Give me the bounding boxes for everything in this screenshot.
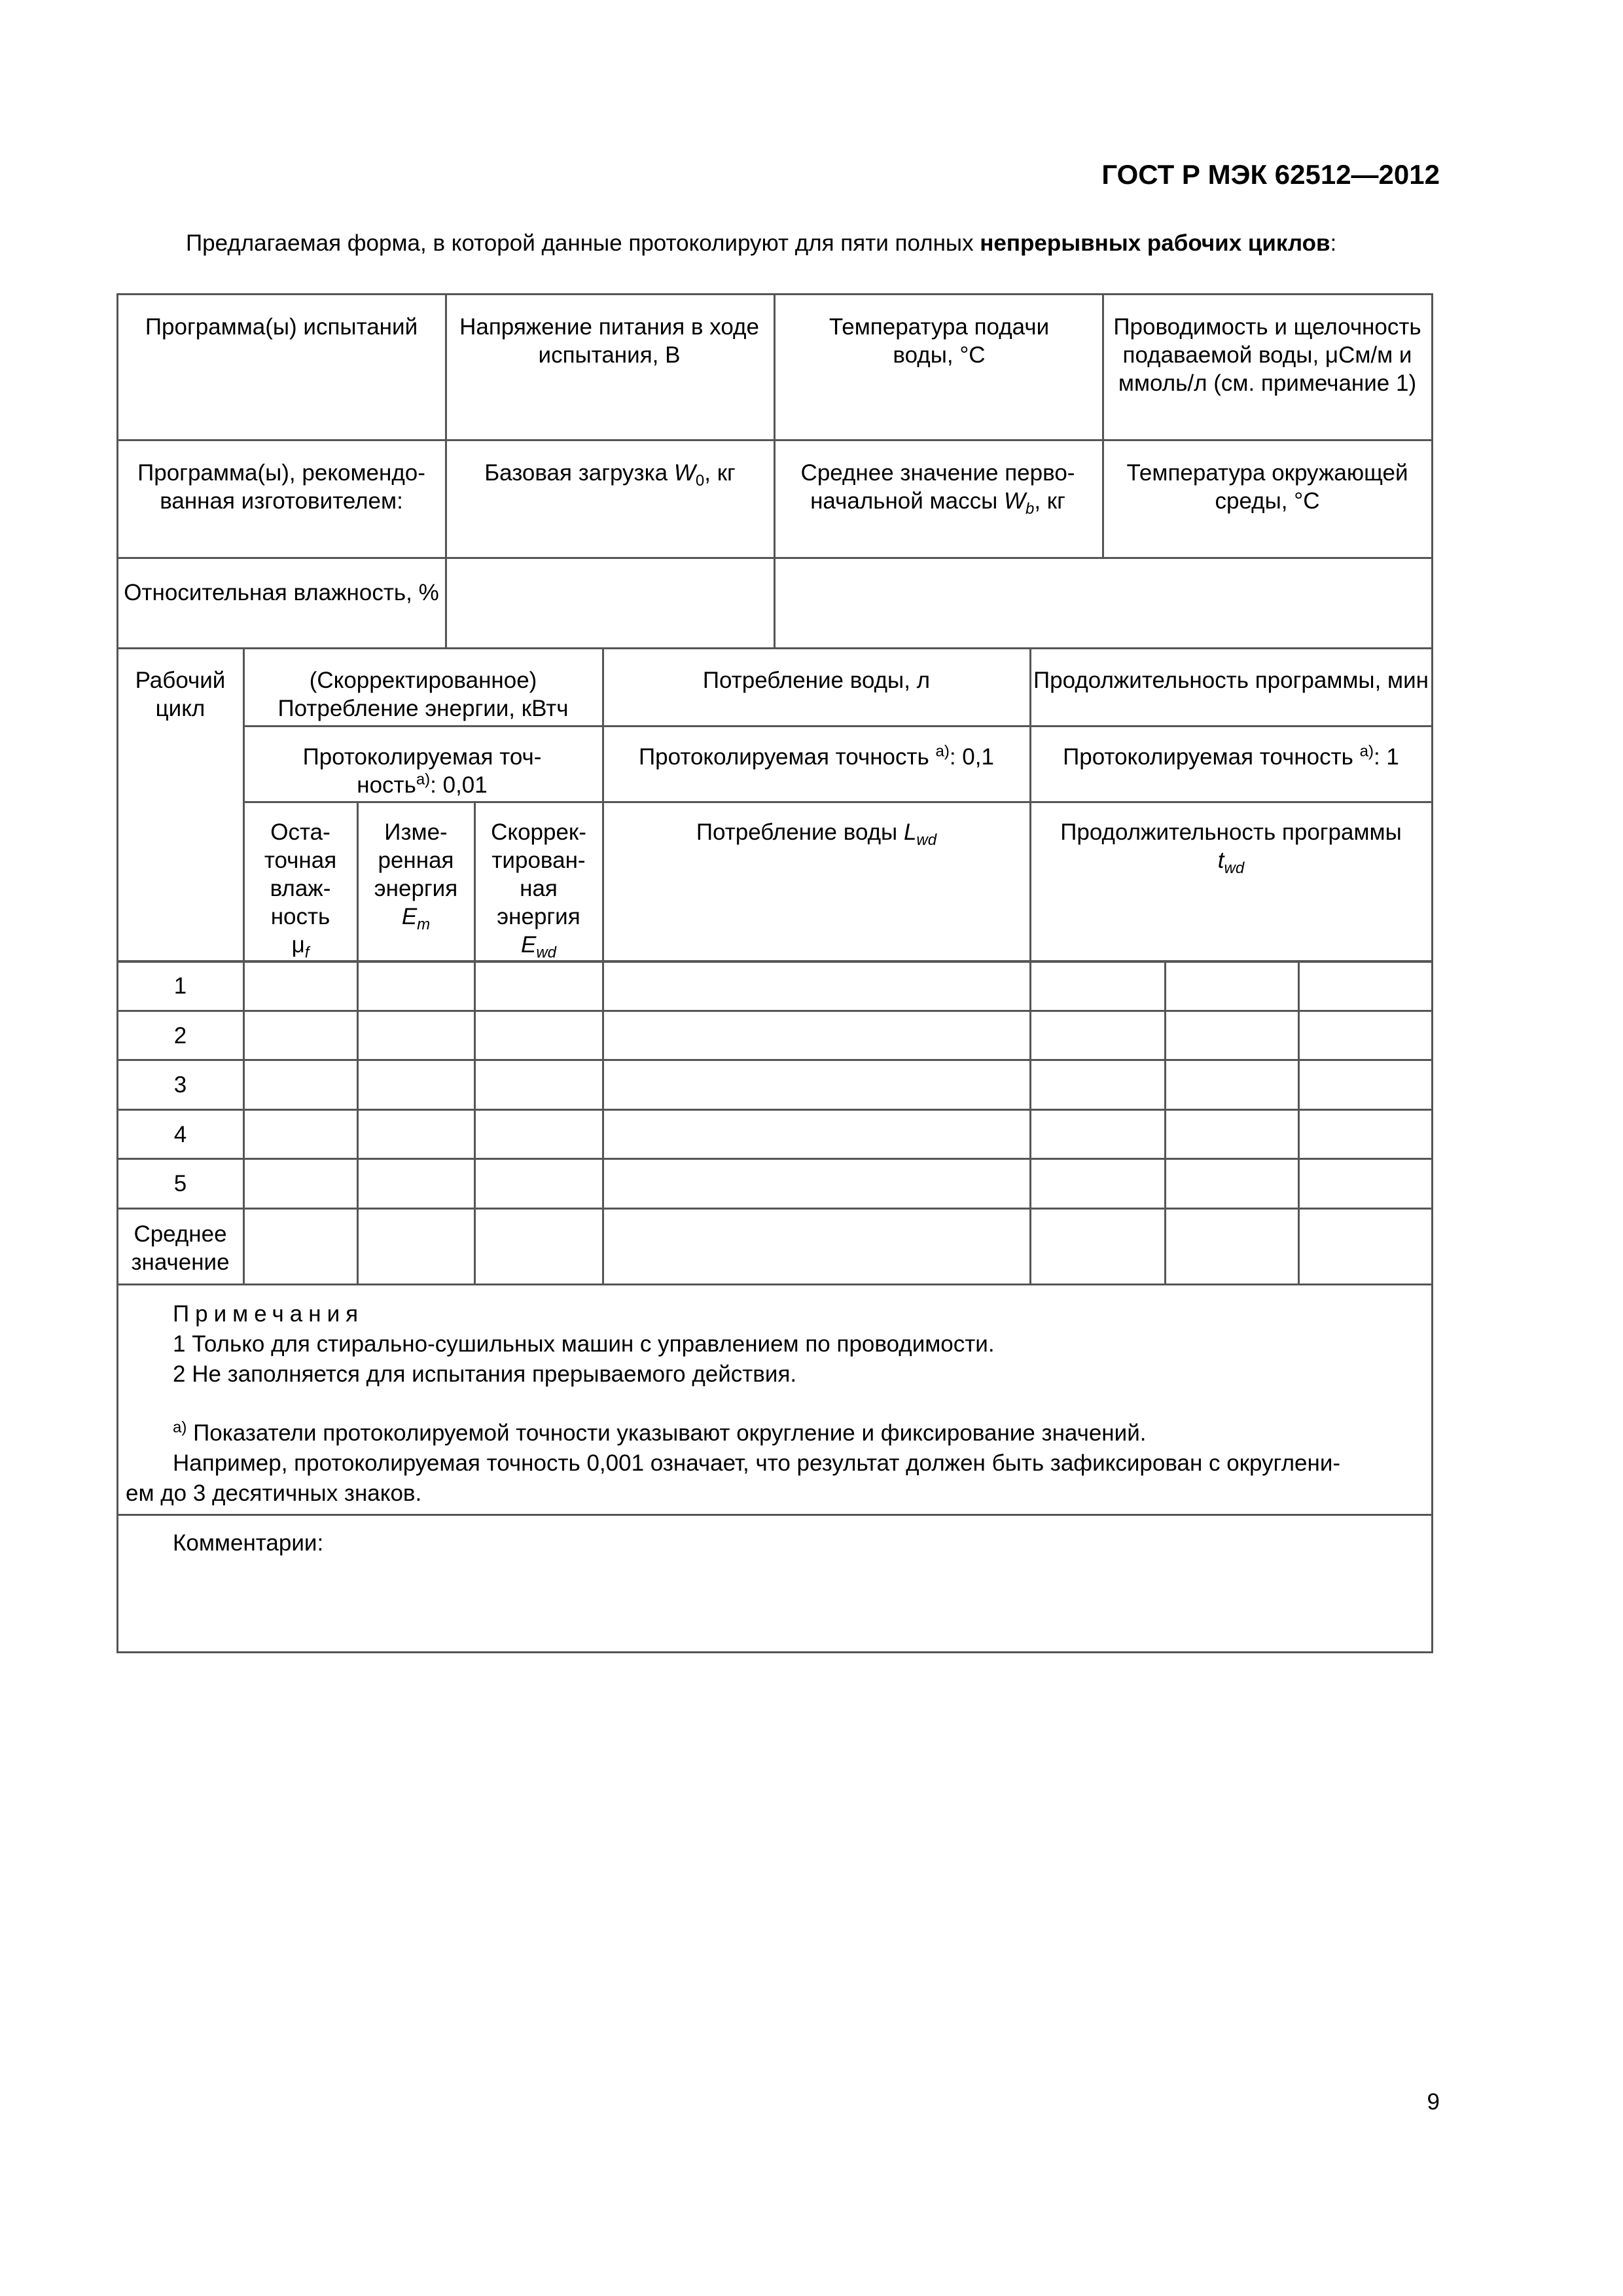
comments-label: Комментарии: — [173, 1530, 324, 1556]
programme-duration-twd-label: Продолжительность программы $t_{wd}$ — [1060, 819, 1402, 877]
footnote-example: Например, протоколируемая точность 0,001 означает, что результат должен быть зафиксирован с округлени- — [173, 1450, 1341, 1476]
energy-consumption-header: (Скорректированное) Потребление энергии, кВтч — [277, 668, 569, 721]
supply-voltage-label: Напряжение питания в ходе испытания, В — [459, 314, 759, 368]
note-1: 1 Только для стирально-сушильных машин с управлением по проводимости. — [173, 1331, 995, 1357]
table-row: 3 — [173, 1072, 187, 1098]
conductivity-label: Проводимость и щелочность подаваемой воды, μСм/м и ммоль/л (см. примечание 1) — [1113, 314, 1421, 396]
table-row: 4 — [173, 1122, 187, 1147]
test-programs-label: Программа(ы) испытаний — [145, 314, 418, 340]
note-2: 2 Не заполняется для испытания прерываемого действия. — [173, 1361, 797, 1387]
water-accuracy-label: Протоколируемая точность $^{а)}$: 0,1 — [639, 742, 994, 770]
measured-energy-label: Изме-ренная энергия $E_m$ — [374, 819, 458, 933]
table-row: 2 — [173, 1023, 187, 1049]
notes-block — [126, 1299, 1435, 1509]
residual-moisture-label: Оста-точная влаж-ность $\mu_f$ — [264, 819, 337, 961]
base-load-label: Базовая загрузка $W_0$, кг — [484, 460, 736, 490]
water-consumption-header: Потребление воды, л — [702, 668, 931, 693]
working-cycle-label: Рабочий цикл — [135, 668, 226, 721]
table-row: 5 — [173, 1171, 187, 1196]
page-number: 9 — [1427, 2089, 1440, 2115]
intro-text: Предлагаемая форма, в которой данные протоколируют для пяти полных непрерывных рабочих циклов: — [186, 230, 1337, 256]
water-temperature-label: Температура подачи воды, °С — [829, 314, 1050, 368]
duration-accuracy-label: Протоколируемая точность $^{а)}$: 1 — [1063, 742, 1399, 770]
ambient-temperature-label: Температура окружающей среды, °С — [1126, 460, 1408, 514]
footnote-a: $^{а)}$ Показатели протоколируемой точности указывают округление и фиксирование значений. — [173, 1418, 1147, 1446]
corrected-energy-label: Скоррек-тирован-ная энергия $E_{wd}$ — [491, 819, 586, 961]
programme-duration-header: Продолжительность программы, мин — [1033, 668, 1429, 693]
relative-humidity-label: Относительная влажность, % — [124, 580, 439, 605]
recommended-programs-label: Программа(ы), рекомендо-ванная изготовителем: — [137, 460, 425, 514]
energy-accuracy-label: Протоколируемая точ-ность$^{а)}$: 0,01 — [302, 744, 542, 798]
table-row: 1 — [173, 973, 187, 999]
document-id: ГОСТ Р МЭК 62512—2012 — [1101, 159, 1440, 190]
water-consumption-lwd-label: Потребление воды $L_{wd}$ — [696, 819, 937, 849]
footnote-example-cont: ем до 3 десятичных знаков. — [126, 1480, 422, 1506]
table-row-average: Среднее значение — [131, 1221, 230, 1275]
initial-mass-label: Среднее значение перво-начальной массы $W_b$, кг — [800, 460, 1075, 518]
notes-title: Примечания — [173, 1301, 365, 1327]
